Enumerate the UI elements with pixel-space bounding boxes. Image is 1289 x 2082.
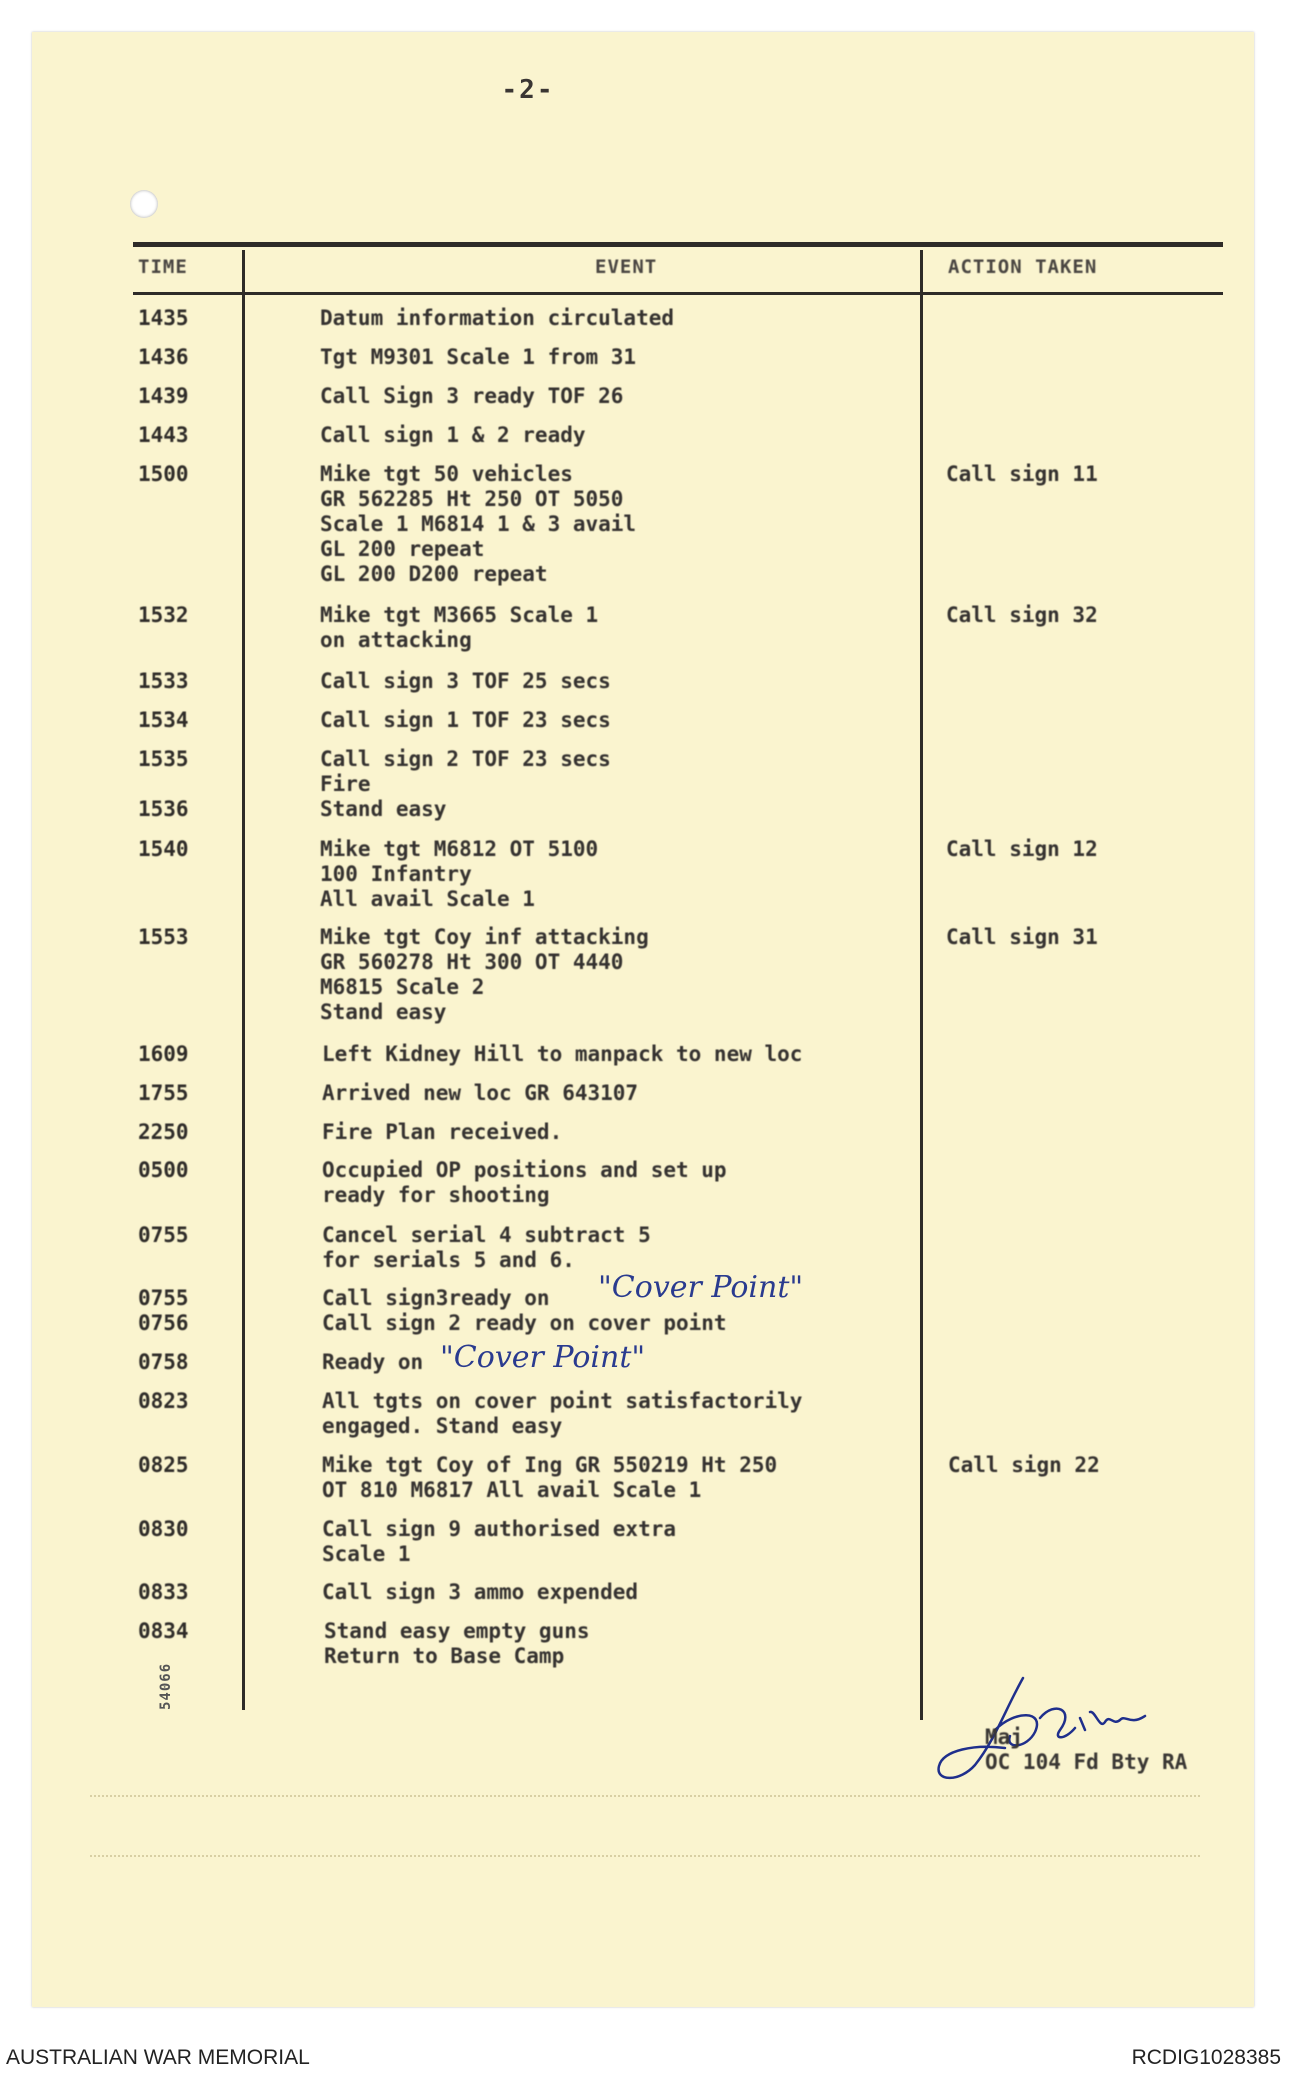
time-cell: 1536 [138, 797, 189, 821]
event-cell: Fire Plan received. [322, 1120, 563, 1144]
time-cell: 0758 [138, 1350, 189, 1374]
time-cell: 1436 [138, 345, 189, 369]
time-cell: 0834 [138, 1619, 189, 1643]
time-cell: 1535 [138, 747, 189, 771]
event-cell: All tgts on cover point satisfactorily engaged. Stand easy [322, 1389, 803, 1438]
event-cell: Call sign3ready on [322, 1286, 550, 1310]
event-cell: Call sign 3 TOF 25 secs [320, 669, 611, 693]
time-cell: 0833 [138, 1580, 189, 1604]
page-number: -2- [501, 75, 555, 105]
event-cell: Call Sign 3 ready TOF 26 [320, 384, 624, 408]
event-cell: Call sign 2 TOF 23 secs Fire [320, 747, 611, 796]
page-stamp: 54066 [158, 1662, 174, 1710]
footer-record-id: RCDIG1028385 [1131, 2046, 1281, 2069]
action-cell: Call sign 32 [946, 603, 1098, 627]
time-cell: 0825 [138, 1453, 189, 1477]
time-cell: 1500 [138, 462, 189, 486]
action-cell: Call sign 31 [946, 925, 1098, 949]
header-bottom-rule [133, 292, 1223, 295]
punch-hole [130, 190, 158, 218]
time-column-divider [242, 250, 245, 1710]
header-event: EVENT [595, 256, 658, 278]
signatory-title: Maj OC 104 Fd Bty RA [985, 1725, 1188, 1774]
time-cell: 1534 [138, 708, 189, 732]
time-cell: 0755 [138, 1286, 189, 1310]
handwritten-cover-point-annotation: "Cover Point" [598, 1270, 804, 1305]
event-cell: Cancel serial 4 subtract 5 for serials 5 and 6. [322, 1223, 651, 1272]
header-action: ACTION TAKEN [948, 256, 1098, 278]
event-cell: Call sign 1 TOF 23 secs [320, 708, 611, 732]
event-cell: Mike tgt Coy of Ing GR 550219 Ht 250 OT 810 M6817 All avail Scale 1 [322, 1453, 778, 1502]
event-cell: Call sign 2 ready on cover point [322, 1311, 727, 1335]
event-cell: Tgt M9301 Scale 1 from 31 [320, 345, 637, 369]
time-cell: 1443 [138, 423, 189, 447]
event-cell: Occupied OP positions and set up ready for shooting [322, 1158, 727, 1207]
event-cell: Call sign 3 ammo expended [322, 1580, 639, 1604]
event-cell: Stand easy empty guns Return to Base Camp [324, 1619, 590, 1668]
header-top-rule [133, 242, 1223, 247]
time-cell: 1609 [138, 1042, 189, 1066]
time-cell: 2250 [138, 1120, 189, 1144]
time-cell: 1553 [138, 925, 189, 949]
time-cell: 0823 [138, 1389, 189, 1413]
time-cell: 0755 [138, 1223, 189, 1247]
action-cell: Call sign 11 [946, 462, 1098, 486]
time-cell: 0500 [138, 1158, 189, 1182]
time-cell: 0830 [138, 1517, 189, 1541]
event-cell: Mike tgt M6812 OT 5100 100 Infantry All avail Scale 1 [320, 837, 599, 911]
event-cell: Arrived new loc GR 643107 [322, 1081, 639, 1105]
event-cell: Call sign 1 & 2 ready [320, 423, 586, 447]
time-cell: 1532 [138, 603, 189, 627]
event-cell: Left Kidney Hill to manpack to new loc [322, 1042, 803, 1066]
event-cell: Mike tgt M3665 Scale 1 on attacking [320, 603, 599, 652]
handwritten-cover-point-annotation: "Cover Point" [440, 1340, 646, 1375]
action-cell: Call sign 22 [948, 1453, 1100, 1477]
action-cell: Call sign 12 [946, 837, 1098, 861]
time-cell: 1439 [138, 384, 189, 408]
header-time: TIME [138, 256, 188, 278]
time-cell: 1755 [138, 1081, 189, 1105]
event-cell: Stand easy [320, 797, 447, 821]
event-cell: Mike tgt 50 vehicles GR 562285 Ht 250 OT 5050 Scale 1 M6814 1 & 3 avail GL 200 repeat GL 200 D200 repeat [320, 462, 637, 586]
footer-institution: AUSTRALIAN WAR MEMORIAL [6, 2046, 310, 2069]
event-cell: Ready on [322, 1350, 424, 1374]
time-cell: 1435 [138, 306, 189, 330]
event-cell: Mike tgt Coy inf attacking GR 560278 Ht 300 OT 4440 M6815 Scale 2 Stand easy [320, 925, 649, 1024]
time-cell: 1540 [138, 837, 189, 861]
faint-dotted-line [90, 1855, 1200, 1857]
time-cell: 1533 [138, 669, 189, 693]
event-cell: Call sign 9 authorised extra Scale 1 [322, 1517, 677, 1566]
event-cell: Datum information circulated [320, 306, 675, 330]
faint-dotted-line [90, 1795, 1200, 1797]
time-cell: 0756 [138, 1311, 189, 1335]
